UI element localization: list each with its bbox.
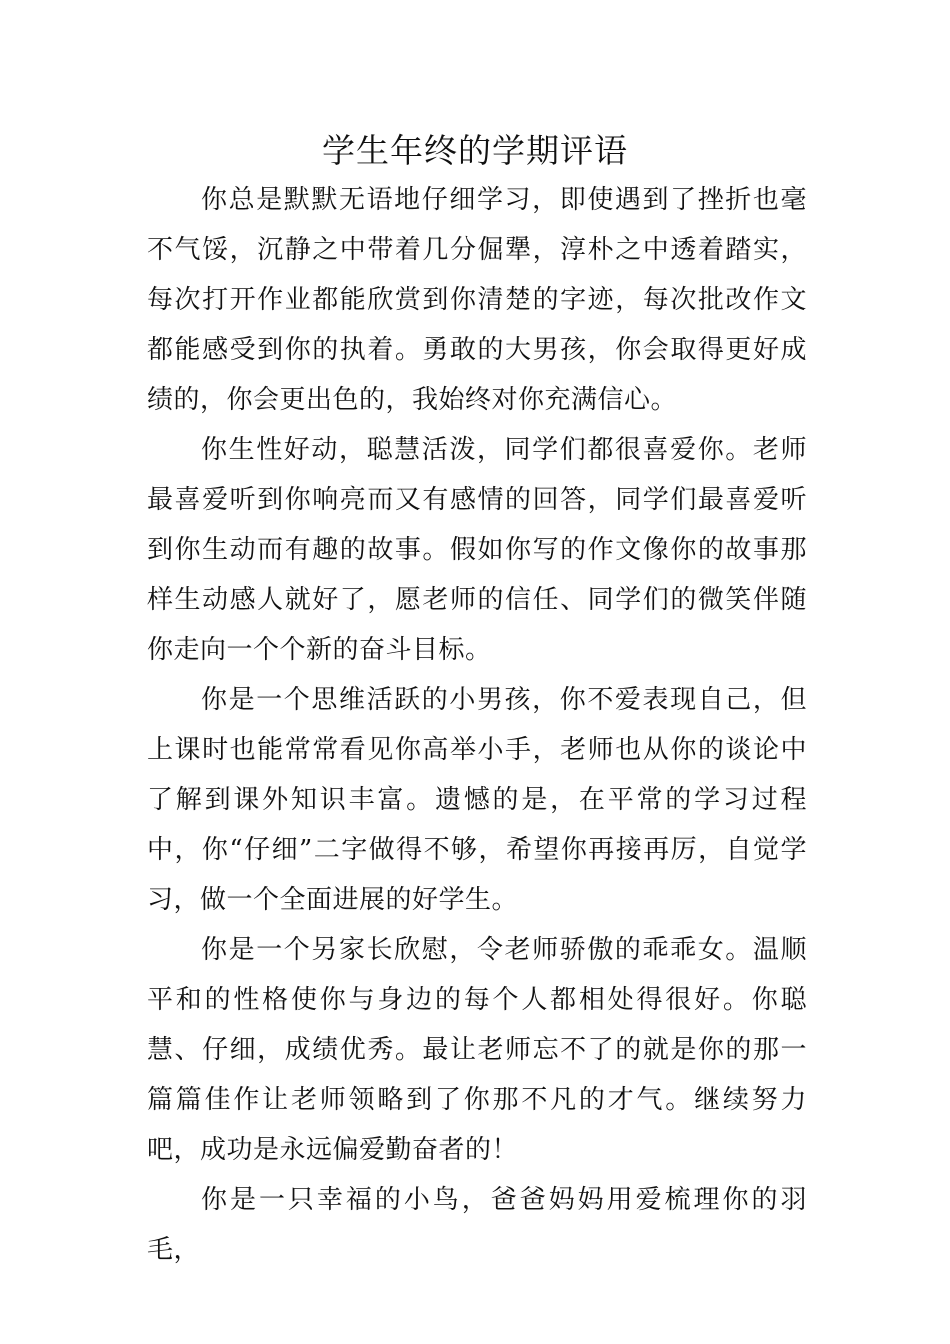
paragraph-1: 你总是默默无语地仔细学习，即使遇到了挫折也毫不气馁，沉静之中带着几分倔犟，淳朴之中透着踏实，每次打开作业都能欣赏到你清楚的字迹，每次批改作文都能感受到你的执着。勇敢的大男孩，你会取得更好成绩的，你会更出色的，我始终对你充满信心。: [147, 185, 807, 415]
document-body: [147, 175, 807, 1275]
paragraph-5: 你是一只幸福的小鸟，爸爸妈妈用爱梳理你的羽毛，: [147, 1185, 807, 1265]
paragraph-2: 你生性好动，聪慧活泼，同学们都很喜爱你。老师最喜爱听到你响亮而又有感情的回答，同学们最喜爱听到你生动而有趣的故事。假如你写的作文像你的故事那样生动感人就好了，愿老师的信任、同学们的微笑伴随你走向一个个新的奋斗目标。: [147, 435, 807, 665]
paragraph-4: 你是一个另家长欣慰，令老师骄傲的乖乖女。温顺平和的性格使你与身边的每个人都相处得很好。你聪慧、仔细，成绩优秀。最让老师忘不了的就是你的那一篇篇佳作让老师领略到了你那不凡的才气。继续努力吧，成功是永远偏爱勤奋者的！: [147, 935, 807, 1165]
document-title: 学生年终的学期评语: [322, 131, 628, 170]
paragraph-3: 你是一个思维活跃的小男孩，你不爱表现自己，但上课时也能常常看见你高举小手，老师也从你的谈论中了解到课外知识丰富。遗憾的是，在平常的学习过程中，你“仔细”二字做得不够，希望你再接再厉，自觉学习，做一个全面进展的好学生。: [147, 685, 807, 915]
